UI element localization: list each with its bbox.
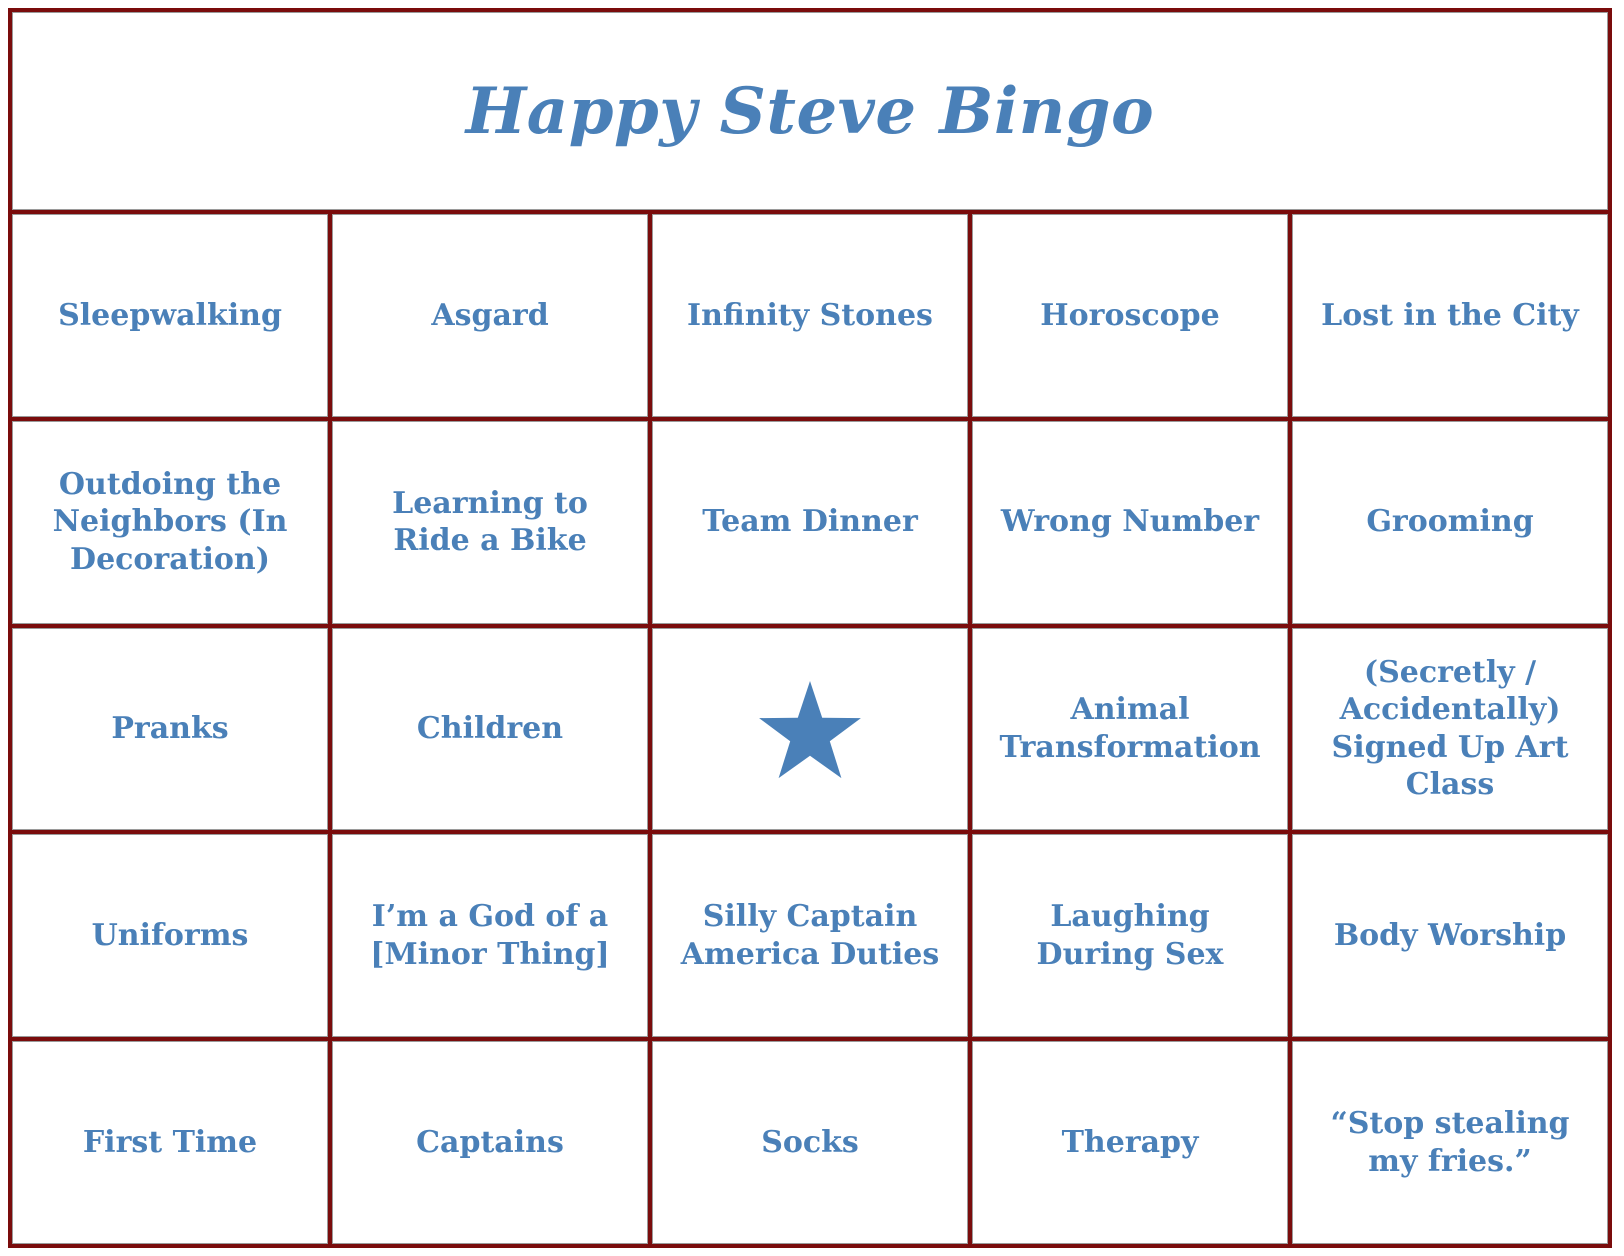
bingo-cell[interactable] — [12, 1041, 328, 1244]
cell-label: Learning to Ride a Bike — [392, 485, 588, 559]
bingo-cell[interactable] — [12, 834, 328, 1037]
cell-label: First Time — [82, 1124, 258, 1160]
cell-label: Pranks — [111, 711, 229, 747]
cell-label: Horoscope — [1040, 297, 1220, 333]
bingo-grid — [12, 214, 1608, 1244]
cell-label: Animal Transformation — [999, 692, 1261, 765]
bingo-cell[interactable] — [1292, 628, 1608, 831]
cell-label: Laughing During Sex — [1036, 899, 1224, 972]
cell-label: Wrong Number — [1000, 504, 1260, 540]
bingo-cell[interactable] — [972, 628, 1288, 831]
cell-label: (Secretly / Accidentally) Signed Up Art Class — [1331, 654, 1569, 803]
cell-label: “Stop stealing my fries.” — [1330, 1106, 1570, 1179]
bingo-cell[interactable] — [652, 834, 968, 1037]
star-icon — [758, 679, 862, 779]
cell-label: Grooming — [1366, 504, 1534, 540]
bingo-cell[interactable] — [332, 214, 648, 417]
cell-label: Silly Captain America Duties — [680, 899, 940, 972]
bingo-cell[interactable] — [652, 214, 968, 417]
bingo-cell[interactable] — [1292, 214, 1608, 417]
bingo-cell[interactable] — [332, 628, 648, 831]
bingo-cell[interactable] — [332, 421, 648, 624]
bingo-cell[interactable] — [972, 1041, 1288, 1244]
cell-label: Outdoing the Neighbors (In Decoration) — [52, 466, 288, 577]
cell-label: Uniforms — [91, 918, 249, 954]
bingo-cell[interactable] — [1292, 1041, 1608, 1244]
bingo-cell[interactable] — [12, 214, 328, 417]
bingo-cell[interactable] — [972, 214, 1288, 417]
bingo-cell[interactable] — [12, 421, 328, 624]
bingo-cell[interactable] — [1292, 421, 1608, 624]
cell-label: I’m a God of a [Minor Thing] — [370, 899, 610, 972]
cell-label: Lost in the City — [1321, 297, 1579, 333]
cell-label: Captains — [416, 1124, 564, 1160]
bingo-cell[interactable] — [332, 1041, 648, 1244]
bingo-cell[interactable] — [1292, 834, 1608, 1037]
cell-label: Team Dinner — [702, 504, 918, 540]
bingo-cell[interactable] — [652, 1041, 968, 1244]
bingo-cell[interactable] — [972, 834, 1288, 1037]
cell-label: Sleepwalking — [58, 297, 282, 333]
bingo-cell[interactable] — [972, 421, 1288, 624]
cell-label: Asgard — [431, 297, 549, 333]
cell-label: Infinity Stones — [687, 297, 933, 333]
page-title: Happy Steve Bingo — [465, 73, 1155, 149]
cell-label: Children — [416, 711, 564, 747]
cell-label: Socks — [761, 1124, 859, 1160]
bingo-cell[interactable] — [652, 421, 968, 624]
cell-label: Therapy — [1061, 1124, 1199, 1160]
free-space-cell[interactable] — [652, 628, 968, 831]
title-header — [12, 12, 1608, 210]
bingo-cell[interactable] — [12, 628, 328, 831]
bingo-card — [8, 8, 1612, 1248]
cell-label: Body Worship — [1333, 918, 1567, 954]
bingo-cell[interactable] — [332, 834, 648, 1037]
